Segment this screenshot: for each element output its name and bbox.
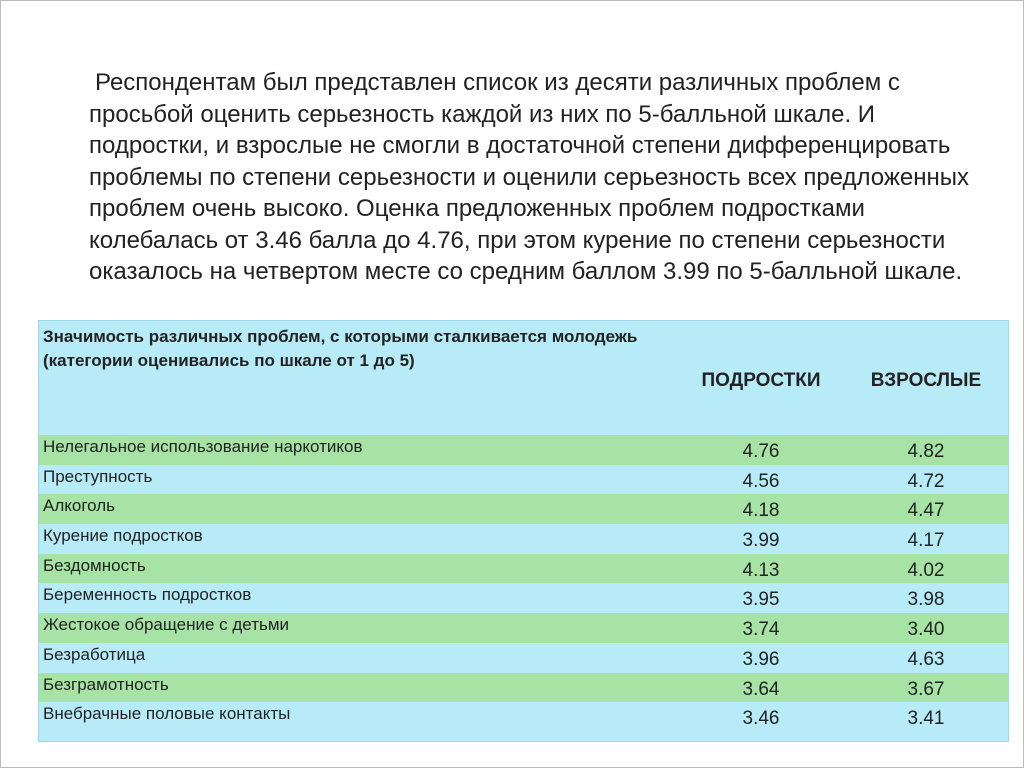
row-label: Безграмотность [43, 674, 169, 694]
row-label: Бездомность [43, 555, 146, 575]
adults-score: 3.67 [907, 678, 945, 700]
teens-score: 4.76 [742, 441, 780, 462]
adults-score: 4.02 [907, 559, 945, 581]
row-label: Жестокое обращение с детьми [43, 615, 290, 635]
row-label: Нелегальное использование наркотиков [43, 437, 363, 456]
column-header-adults: ВЗРОСЛЫЕ [870, 370, 982, 391]
table-title [43, 325, 683, 373]
teens-score: 3.96 [742, 648, 780, 670]
teens-score: 3.95 [742, 589, 780, 611]
table-row [39, 613, 1008, 643]
row-label: Алкоголь [43, 496, 116, 516]
table-row [39, 435, 1008, 465]
column-header-teens: ПОДРОСТКИ [701, 370, 821, 391]
table-title-line-1: Значимость различных проблем, с которыми сталкивается молодежь [43, 327, 638, 346]
row-label: Преступность [43, 466, 153, 486]
table-row [39, 554, 1008, 584]
adults-score: 3.98 [907, 589, 945, 611]
adults-score: 3.41 [907, 708, 945, 730]
adults-score: 4.82 [907, 441, 945, 462]
adults-score: 4.72 [907, 470, 945, 492]
row-label: Беременность подростков [43, 585, 252, 605]
teens-score: 3.74 [742, 619, 780, 641]
intro-paragraph: Респондентам был представлен список из десяти различных проблем с просьбой оценить серьезность каждой из них по 5-балльной шкале. И подростки, и взрослые не смогли в достаточной степени дифференцировать проблемы по степени серьезности и оценили серьезность всех предложенных проблем очень высоко. Оценка предложенных проблем подростками колебалась от 3.46 балла до 4.76, при этом курение по степени серьезности оказалось на четвертом месте со средним баллом 3.99 по 5-балльной шкале. [89, 69, 969, 285]
adults-score: 3.40 [907, 619, 945, 641]
table-header [39, 321, 1008, 435]
teens-score: 4.18 [742, 500, 780, 522]
teens-score: 3.99 [742, 530, 780, 552]
table-row [39, 494, 1008, 524]
row-label: Безработица [43, 644, 146, 664]
table-title-line-2: (категории оценивались по шкале от 1 до 5) [43, 351, 415, 370]
adults-score: 4.63 [907, 648, 945, 670]
teens-score: 4.56 [742, 470, 780, 492]
adults-score: 4.47 [907, 500, 945, 522]
problems-table [38, 320, 1009, 742]
teens-score: 3.46 [742, 708, 780, 730]
table-row [39, 673, 1008, 703]
table-row [39, 583, 1008, 613]
row-label: Курение подростков [43, 526, 203, 546]
table-row [39, 524, 1008, 554]
row-label: Внебрачные половые контакты [43, 704, 291, 724]
teens-score: 3.64 [742, 678, 780, 700]
table-row [39, 702, 1008, 732]
table-row [39, 643, 1008, 673]
table-row [39, 465, 1008, 495]
adults-score: 4.17 [907, 530, 945, 552]
teens-score: 4.13 [742, 559, 780, 581]
table-body [39, 435, 1008, 732]
